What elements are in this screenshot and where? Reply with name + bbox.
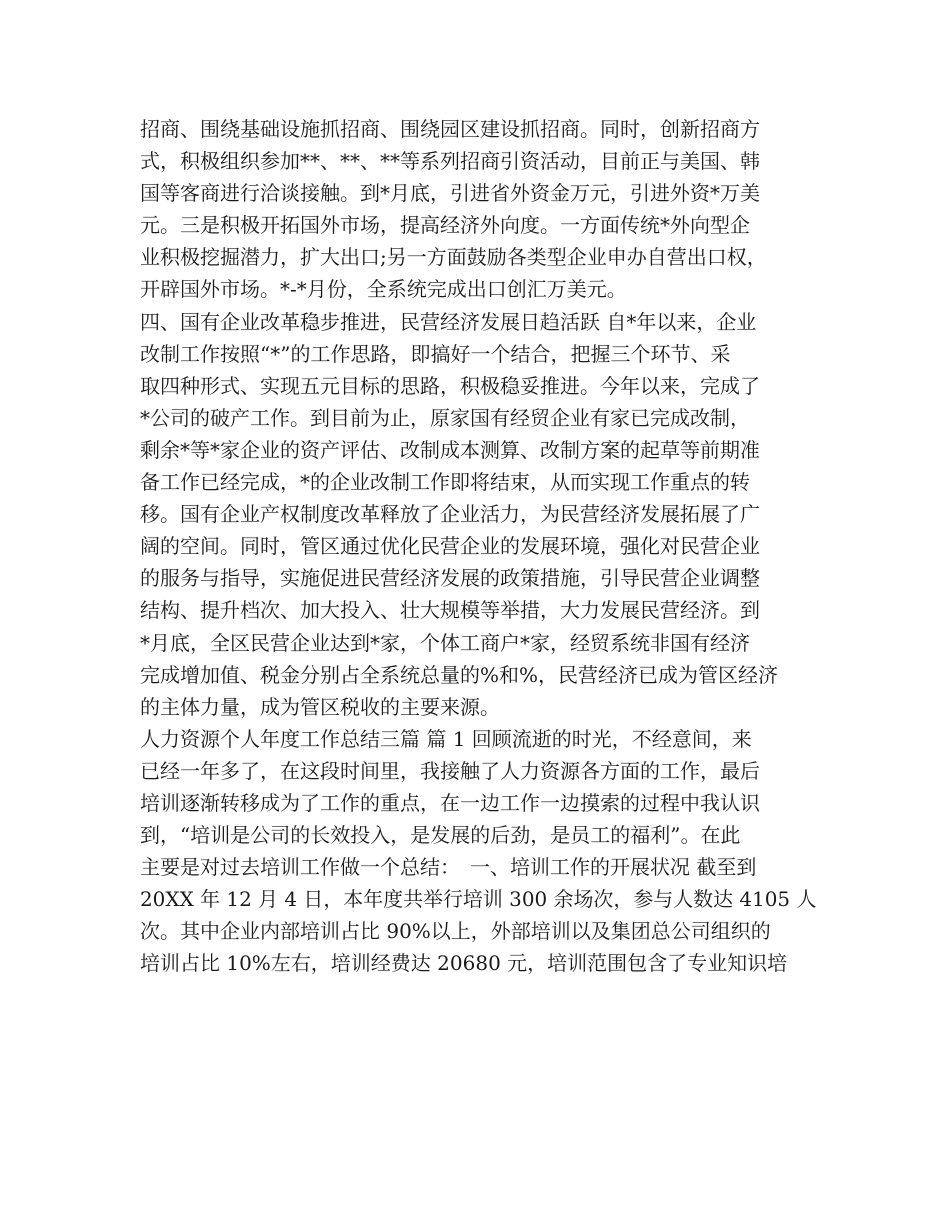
text-line: 到，“培训是公司的长效投入，是发展的后劲，是员工的福利”。在此 bbox=[140, 823, 741, 848]
text-line: 取四种形式、实现五元目标的思路，积极稳妥推进。今年以来，完成了 bbox=[140, 373, 760, 398]
text-line: 元。三是积极开拓国外市场，提高经济外向度。一方面传统*外向型企 bbox=[140, 213, 750, 238]
text-line: 主要是对过去培训工作做一个总结： 一、培训工作的开展状况 截至到 bbox=[140, 855, 757, 880]
text-line: 已经一年多了，在这段时间里，我接触了人力资源各方面的工作，最后 bbox=[140, 758, 760, 783]
body-text bbox=[140, 113, 816, 980]
text-line: 的服务与指导，实施促进民营经济发展的政策措施，引导民营企业调整 bbox=[140, 566, 760, 591]
text-line: 开辟国外市场。*-*月份，全系统完成出口创汇万美元。 bbox=[140, 277, 627, 302]
text-line: 移。国有企业产权制度改革释放了企业活力，为民营经济发展拓展了广 bbox=[140, 502, 760, 527]
text-line: 备工作已经完成，*的企业改制工作即将结束，从而实现工作重点的转 bbox=[140, 470, 750, 495]
text-line: 招商、围绕基础设施抓招商、围绕园区建设抓招商。同时，创新招商方 bbox=[140, 117, 760, 141]
article-title-line: 人力资源个人年度工作总结三篇 篇 1 回顾流逝的时光，不经意间，来 bbox=[140, 726, 752, 751]
text-line: 国等客商进行洽谈接触。到*月底，引进省外资金万元，引进外资*万美 bbox=[140, 181, 760, 206]
text-line: 培训逐渐转移成为了工作的重点，在一边工作一边摸索的过程中我认识 bbox=[140, 790, 760, 815]
text-line: 改制工作按照“*”的工作思路，即搞好一个结合，把握三个环节、采 bbox=[140, 341, 731, 366]
text-line: 20XX 年 12 月 4 日，本年度共举行培训 300 余场次，参与人数达 4105 人 bbox=[140, 887, 817, 912]
text-line: 的主体力量，成为管区税收的主要来源。 bbox=[140, 694, 500, 719]
text-line: 剩余*等*家企业的资产评估、改制成本测算、改制方案的起草等前期准 bbox=[140, 437, 760, 462]
text-line: 次。其中企业内部培训占比 90%以上，外部培训以及集团总公司组织的 bbox=[140, 919, 771, 944]
text-line: 完成增加值、税金分别占全系统总量的%和%，民营经济已成为管区经济 bbox=[140, 662, 779, 687]
text-line: 培训占比 10%左右，培训经费达 20680 元，培训范围包含了专业知识培 bbox=[140, 951, 788, 976]
text-line: 阔的空间。同时，管区通过优化民营企业的发展环境，强化对民营企业 bbox=[140, 534, 760, 559]
text-line: *月底，全区民营企业达到*家，个体工商户*家，经贸系统非国有经济 bbox=[140, 630, 750, 655]
section-heading-line: 四、国有企业改革稳步推进，民营经济发展日趋活跃 自*年以来，企业 bbox=[140, 309, 757, 334]
text-line: *公司的破产工作。到目前为止，原家国有经贸企业有家已完成改制， bbox=[140, 405, 750, 430]
text-line: 业积极挖掘潜力，扩大出口;另一方面鼓励各类型企业申办自营出口权， bbox=[140, 245, 767, 270]
text-line: 式，积极组织参加**、**、**等系列招商引资活动，目前正与美国、韩 bbox=[140, 149, 760, 174]
text-line: 结构、提升档次、加大投入、壮大规模等举措，大力发展民营经济。到 bbox=[140, 598, 760, 623]
